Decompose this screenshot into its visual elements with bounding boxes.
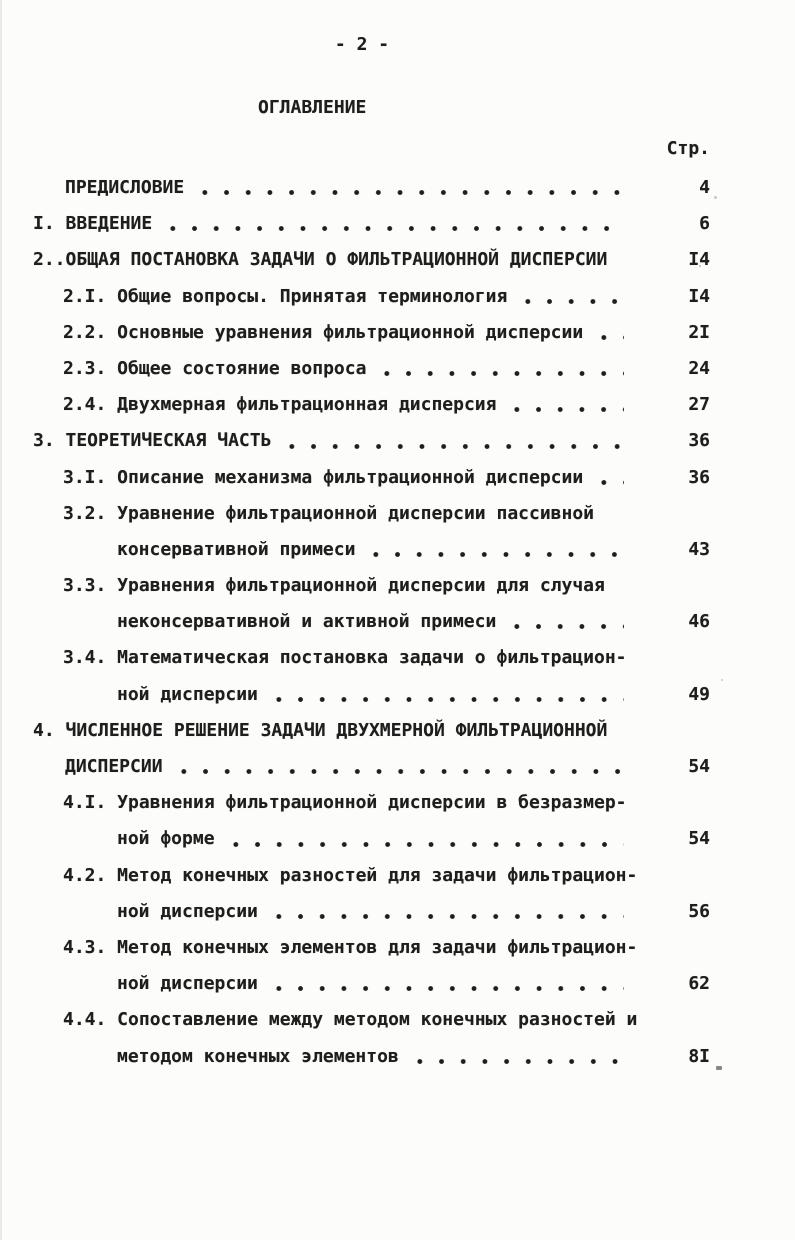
toc-entry xyxy=(33,749,710,785)
toc-entry-title: методом конечных элементов xyxy=(117,1045,399,1067)
toc-title: ОГЛАВЛЕНИЕ xyxy=(258,97,367,118)
toc-entry xyxy=(33,604,710,640)
toc-entry-title: 3.2. Уравнение фильтрационной дисперсии пассивной xyxy=(63,502,595,524)
toc-entry-title: 2.3. Общее состояние вопроса xyxy=(63,357,367,379)
toc-entry xyxy=(33,315,710,351)
toc-entry-title: неконсервативной и активной примеси xyxy=(117,611,497,633)
toc-entry xyxy=(33,423,710,459)
toc-entry-page: 8I xyxy=(688,1045,710,1067)
toc-entry-title: 3.4. Математическая постановка задачи о фильтрацион- xyxy=(63,647,627,669)
toc-entry-title: ПРЕДИСЛОВИЕ xyxy=(65,177,185,198)
toc-entry xyxy=(33,785,710,821)
toc-entry-title: 2.I. Общие вопросы. Принятая терминология xyxy=(63,285,508,307)
toc-entry xyxy=(33,713,710,749)
toc-entry xyxy=(33,568,710,604)
toc-entry-page: I4 xyxy=(688,249,710,271)
toc-entry-page: 62 xyxy=(688,973,710,995)
toc-entry-title: ной дисперсии xyxy=(117,683,258,705)
toc-entry xyxy=(33,677,710,713)
toc-entry-title: 4.I. Уравнения фильтрационной дисперсии в безразмер- xyxy=(63,792,627,814)
page-number-header: - 2 - xyxy=(334,34,390,55)
toc-entry xyxy=(33,387,710,423)
toc-list xyxy=(33,170,710,1075)
toc-entry xyxy=(33,966,710,1002)
page-column-header: Стр. xyxy=(666,138,710,159)
dot-leader xyxy=(268,677,624,713)
toc-entry xyxy=(33,460,710,496)
toc-entry-title: ной дисперсии xyxy=(117,973,258,995)
toc-entry xyxy=(33,894,710,930)
toc-entry-page: 56 xyxy=(688,900,710,922)
toc-entry xyxy=(33,242,710,278)
toc-entry-page: 49 xyxy=(688,683,710,705)
toc-entry xyxy=(33,858,710,894)
toc-entry xyxy=(33,496,710,532)
toc-entry-page: 36 xyxy=(688,466,710,488)
toc-entry-title: 4.2. Метод конечных разностей для задачи фильтрацион- xyxy=(63,864,638,886)
scan-speck xyxy=(699,265,701,267)
toc-entry xyxy=(33,279,710,315)
toc-entry-title: 2..ОБЩАЯ ПОСТАНОВКА ЗАДАЧИ О ФИЛЬТРАЦИОННОЙ ДИСПЕРСИИ xyxy=(33,249,608,271)
dot-leader xyxy=(225,821,624,857)
dot-leader xyxy=(365,532,624,568)
toc-entry xyxy=(33,821,710,857)
toc-entry-title: I. ВВЕДЕНИЕ xyxy=(33,213,153,235)
toc-entry xyxy=(33,532,710,568)
toc-entry xyxy=(33,1002,710,1038)
toc-entry-page: I4 xyxy=(688,285,710,307)
dot-leader xyxy=(409,1039,624,1075)
toc-entry-title: 3.3. Уравнения фильтрационной дисперсии для случая xyxy=(63,575,605,597)
toc-entry-page: 4 xyxy=(699,177,710,198)
toc-entry-page: 43 xyxy=(688,538,710,560)
toc-entry xyxy=(33,351,710,387)
toc-entry-title: 3. ТЕОРЕТИЧЕСКАЯ ЧАСТЬ xyxy=(33,430,272,452)
dot-leader xyxy=(617,242,624,278)
toc-entry-page: 6 xyxy=(699,213,710,235)
toc-entry-page: 46 xyxy=(688,611,710,633)
toc-entry-title: консервативной примеси xyxy=(117,538,356,560)
toc-entry-title: 3.I. Описание механизма фильтрационной дисперсии xyxy=(63,466,584,488)
dot-leader xyxy=(194,170,624,206)
toc-entry-page: 54 xyxy=(688,828,710,850)
toc-entry-title: 4.3. Метод конечных элементов для задачи фильтрацион- xyxy=(63,936,638,958)
dot-leader xyxy=(268,966,624,1002)
toc-entry-page: 24 xyxy=(688,357,710,379)
toc-entry-title: 2.2. Основные уравнения фильтрационной дисперсии xyxy=(63,321,584,343)
dot-leader xyxy=(517,279,624,315)
dot-leader xyxy=(173,749,624,785)
toc-entry-page: 27 xyxy=(688,394,710,416)
dot-leader xyxy=(506,604,624,640)
toc-entry-title: 2.4. Двухмерная фильтрационная дисперсия xyxy=(63,394,497,416)
toc-entry-page: 36 xyxy=(688,430,710,452)
scan-speck xyxy=(716,1066,722,1070)
toc-entry-title: ной дисперсии xyxy=(117,900,258,922)
toc-entry-title: 4. ЧИСЛЕННОЕ РЕШЕНИЕ ЗАДАЧИ ДВУХМЕРНОЙ ФИЛЬТРАЦИОННОЙ xyxy=(33,719,608,741)
toc-entry xyxy=(33,1039,710,1075)
toc-entry xyxy=(33,170,710,206)
toc-entry xyxy=(33,206,710,242)
dot-leader xyxy=(376,351,624,387)
toc-entry-title: ной форме xyxy=(117,828,215,850)
toc-entry-page: 54 xyxy=(688,756,710,777)
toc-entry xyxy=(33,930,710,966)
toc-entry-page: 2I xyxy=(688,321,710,343)
toc-entry-title: 4.4. Сопоставление между методом конечных разностей и xyxy=(63,1009,638,1031)
dot-leader xyxy=(593,315,624,351)
dot-leader xyxy=(506,387,624,423)
toc-entry xyxy=(33,640,710,676)
dot-leader xyxy=(281,423,624,459)
dot-leader xyxy=(593,460,624,496)
dot-leader xyxy=(268,894,624,930)
scan-speck xyxy=(714,196,717,199)
scan-speck xyxy=(721,679,723,681)
dot-leader xyxy=(162,206,624,242)
toc-entry-title: ДИСПЕРСИИ xyxy=(65,756,163,777)
